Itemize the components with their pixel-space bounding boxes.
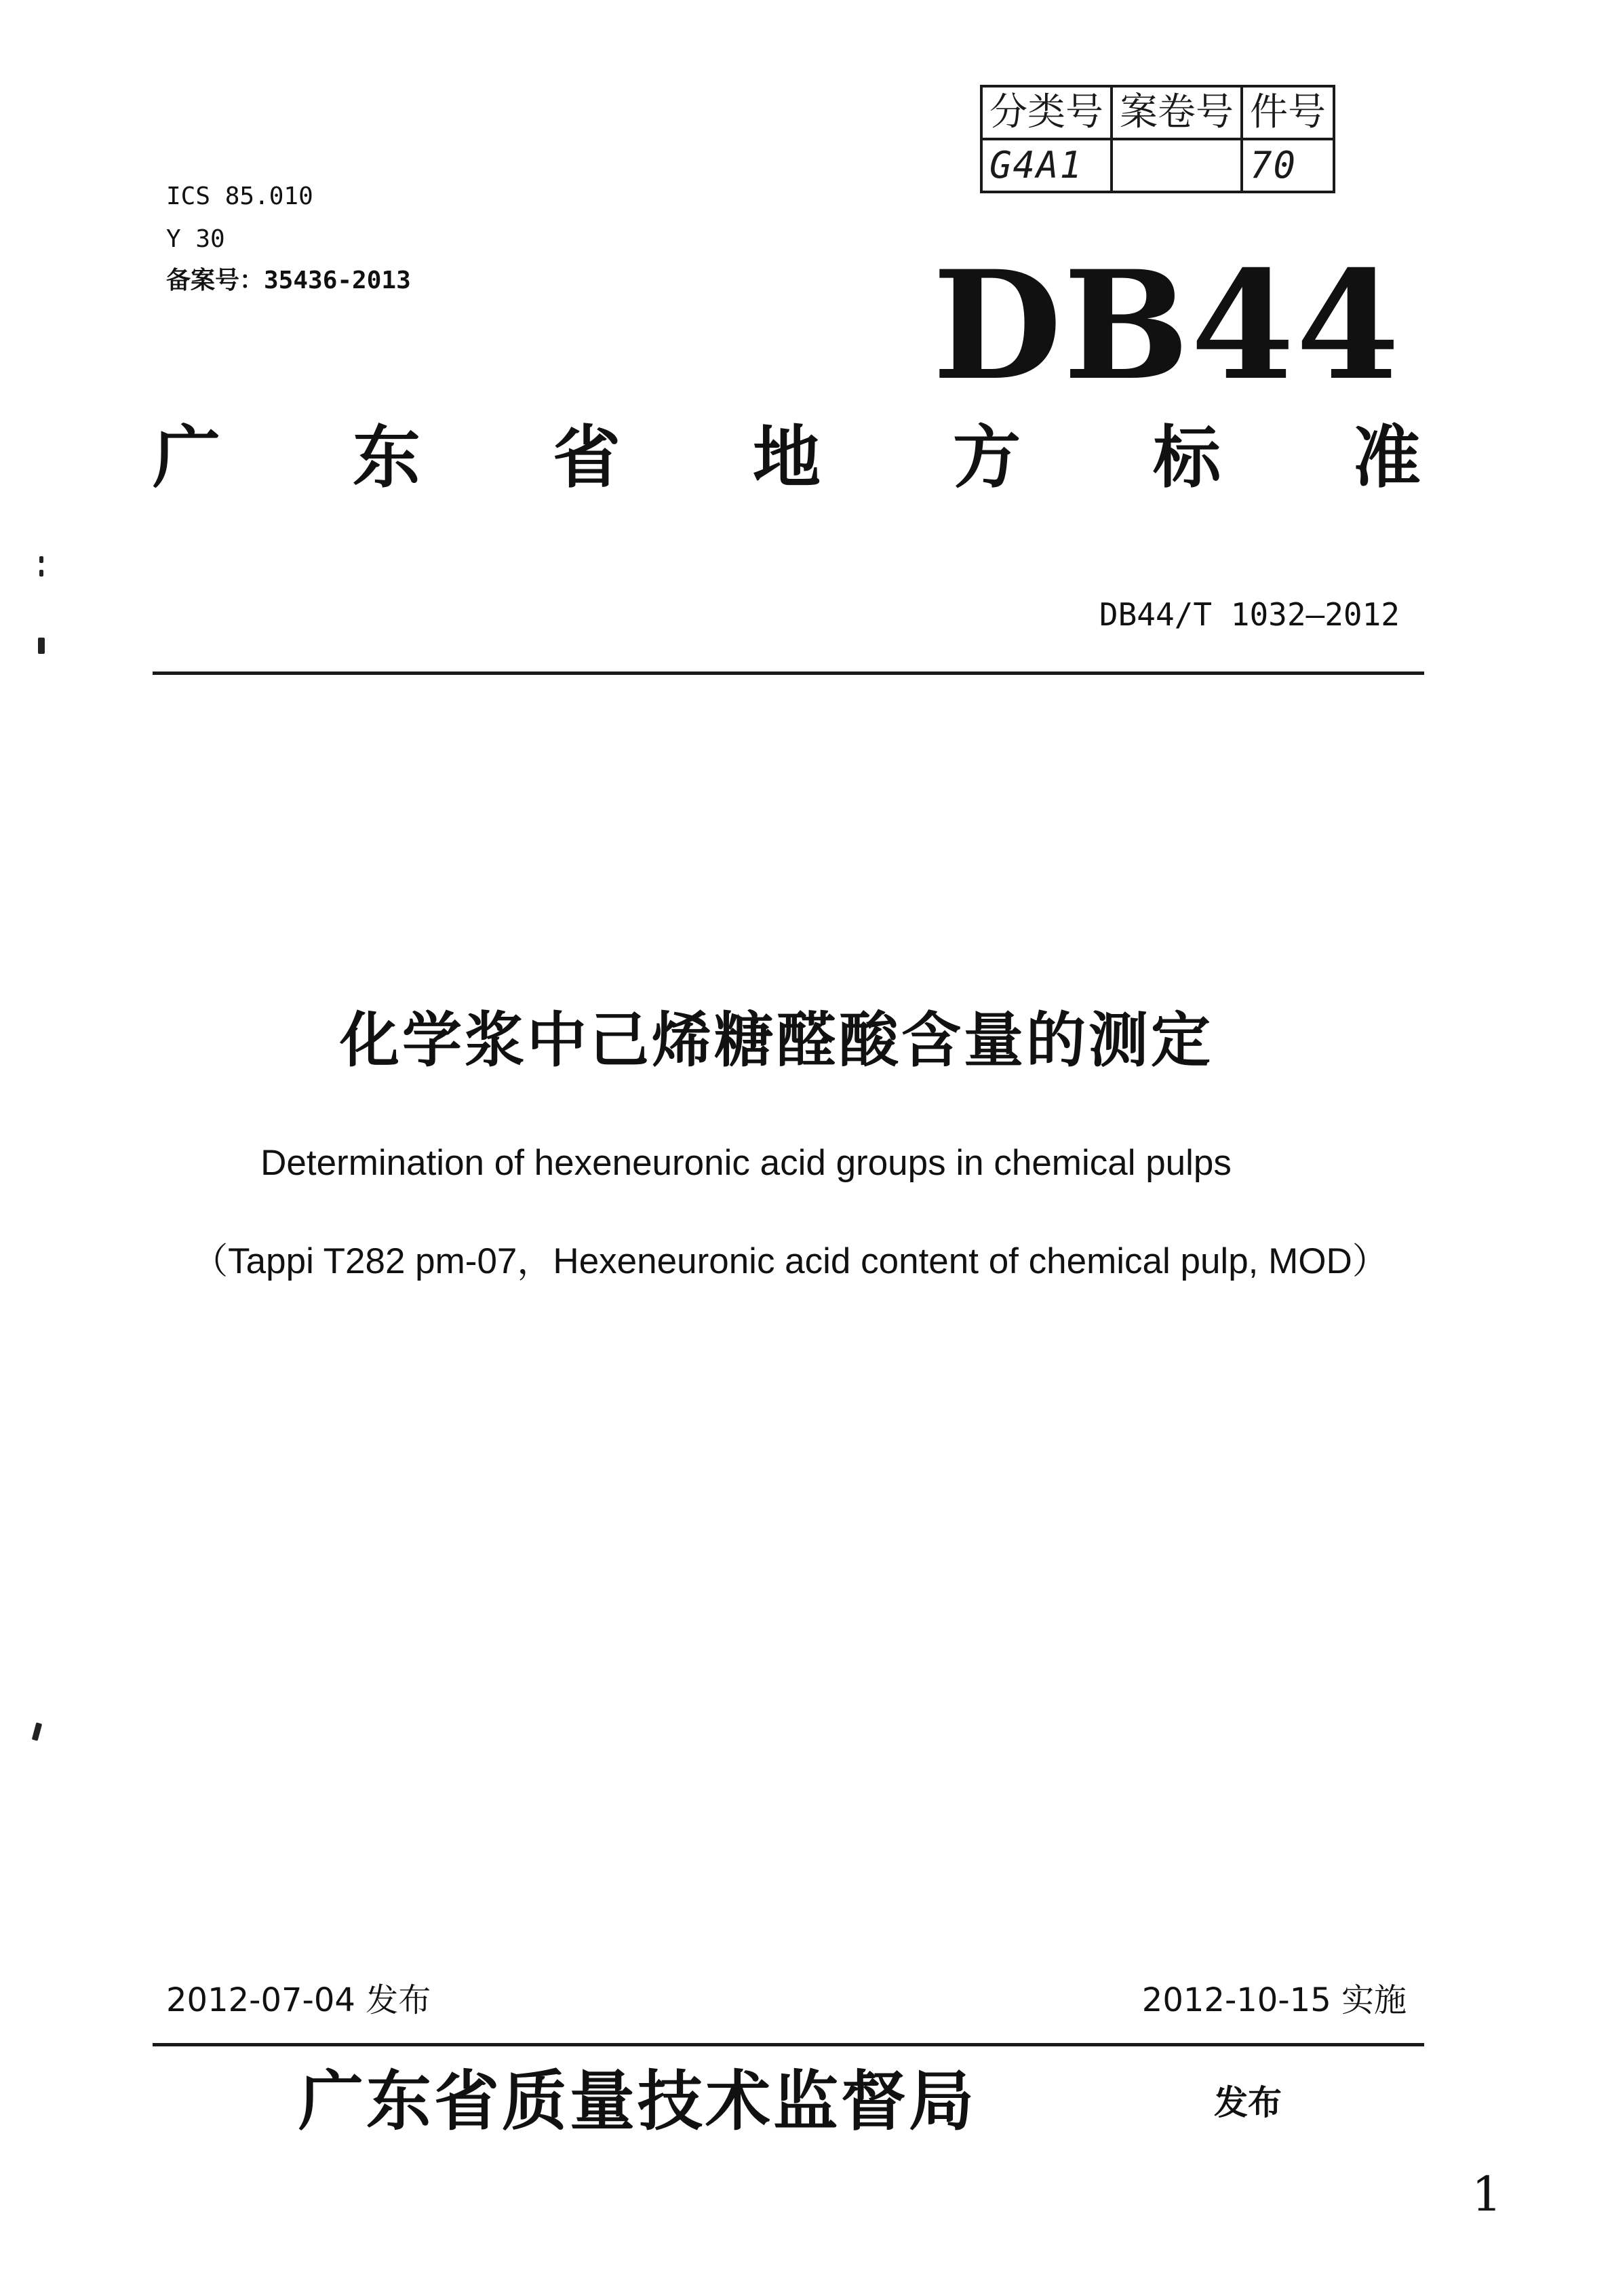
page-number: 1 (1472, 2166, 1502, 2222)
archive-stamp-value-classification: G4A1 (981, 139, 1112, 192)
archive-stamp-header-volume: 案卷号 (1112, 86, 1242, 139)
standard-number: DB44/T 1032—2012 (1099, 596, 1400, 633)
issuing-authority-suffix: 发布 (1214, 2083, 1282, 2122)
footer-divider (153, 2043, 1424, 2046)
ccs-code: Y 30 (166, 225, 225, 253)
header-divider (153, 672, 1424, 675)
province-title-char: 准 (1353, 418, 1421, 497)
province-title-char: 东 (353, 418, 420, 497)
province-standard-title (153, 418, 1421, 497)
archive-stamp-table (980, 85, 1335, 193)
document-title-english: Determination of hexeneuronic acid groups in chemical pulps (260, 1143, 1232, 1183)
standard-code-logo: DB44 (932, 237, 1401, 413)
archive-stamp-value-row (981, 139, 1334, 192)
document-title-reference: （Tappi T282 pm-07，Hexeneuronic acid content of chemical pulp, MOD） (192, 1241, 1388, 1281)
record-number: 备案号：35436-2013 (166, 267, 411, 294)
scan-speck (39, 556, 43, 563)
archive-stamp-value-volume (1112, 139, 1242, 192)
province-title-char: 标 (1153, 418, 1221, 497)
province-title-char: 地 (753, 418, 821, 497)
archive-stamp-value-item: 70 (1242, 139, 1334, 192)
issuing-authority: 广东省质量技术监督局 (298, 2063, 977, 2139)
implementation-date: 2012-10-15 实施 (1141, 1981, 1407, 2019)
scan-speck (39, 570, 43, 577)
ics-code: ICS 85.010 (166, 182, 313, 210)
archive-stamp-header-item: 件号 (1242, 86, 1334, 139)
archive-stamp-header-classification: 分类号 (981, 86, 1112, 139)
scan-speck (38, 638, 45, 654)
issue-date: 2012-07-04 发布 (166, 1981, 431, 2019)
scan-speck (32, 1722, 42, 1740)
archive-stamp-header-row (981, 86, 1334, 139)
document-title-chinese: 化学浆中己烯糖醛酸含量的测定 (339, 1005, 1213, 1075)
province-title-char: 广 (153, 418, 220, 497)
province-title-char: 省 (553, 418, 621, 497)
province-title-char: 方 (953, 418, 1021, 497)
